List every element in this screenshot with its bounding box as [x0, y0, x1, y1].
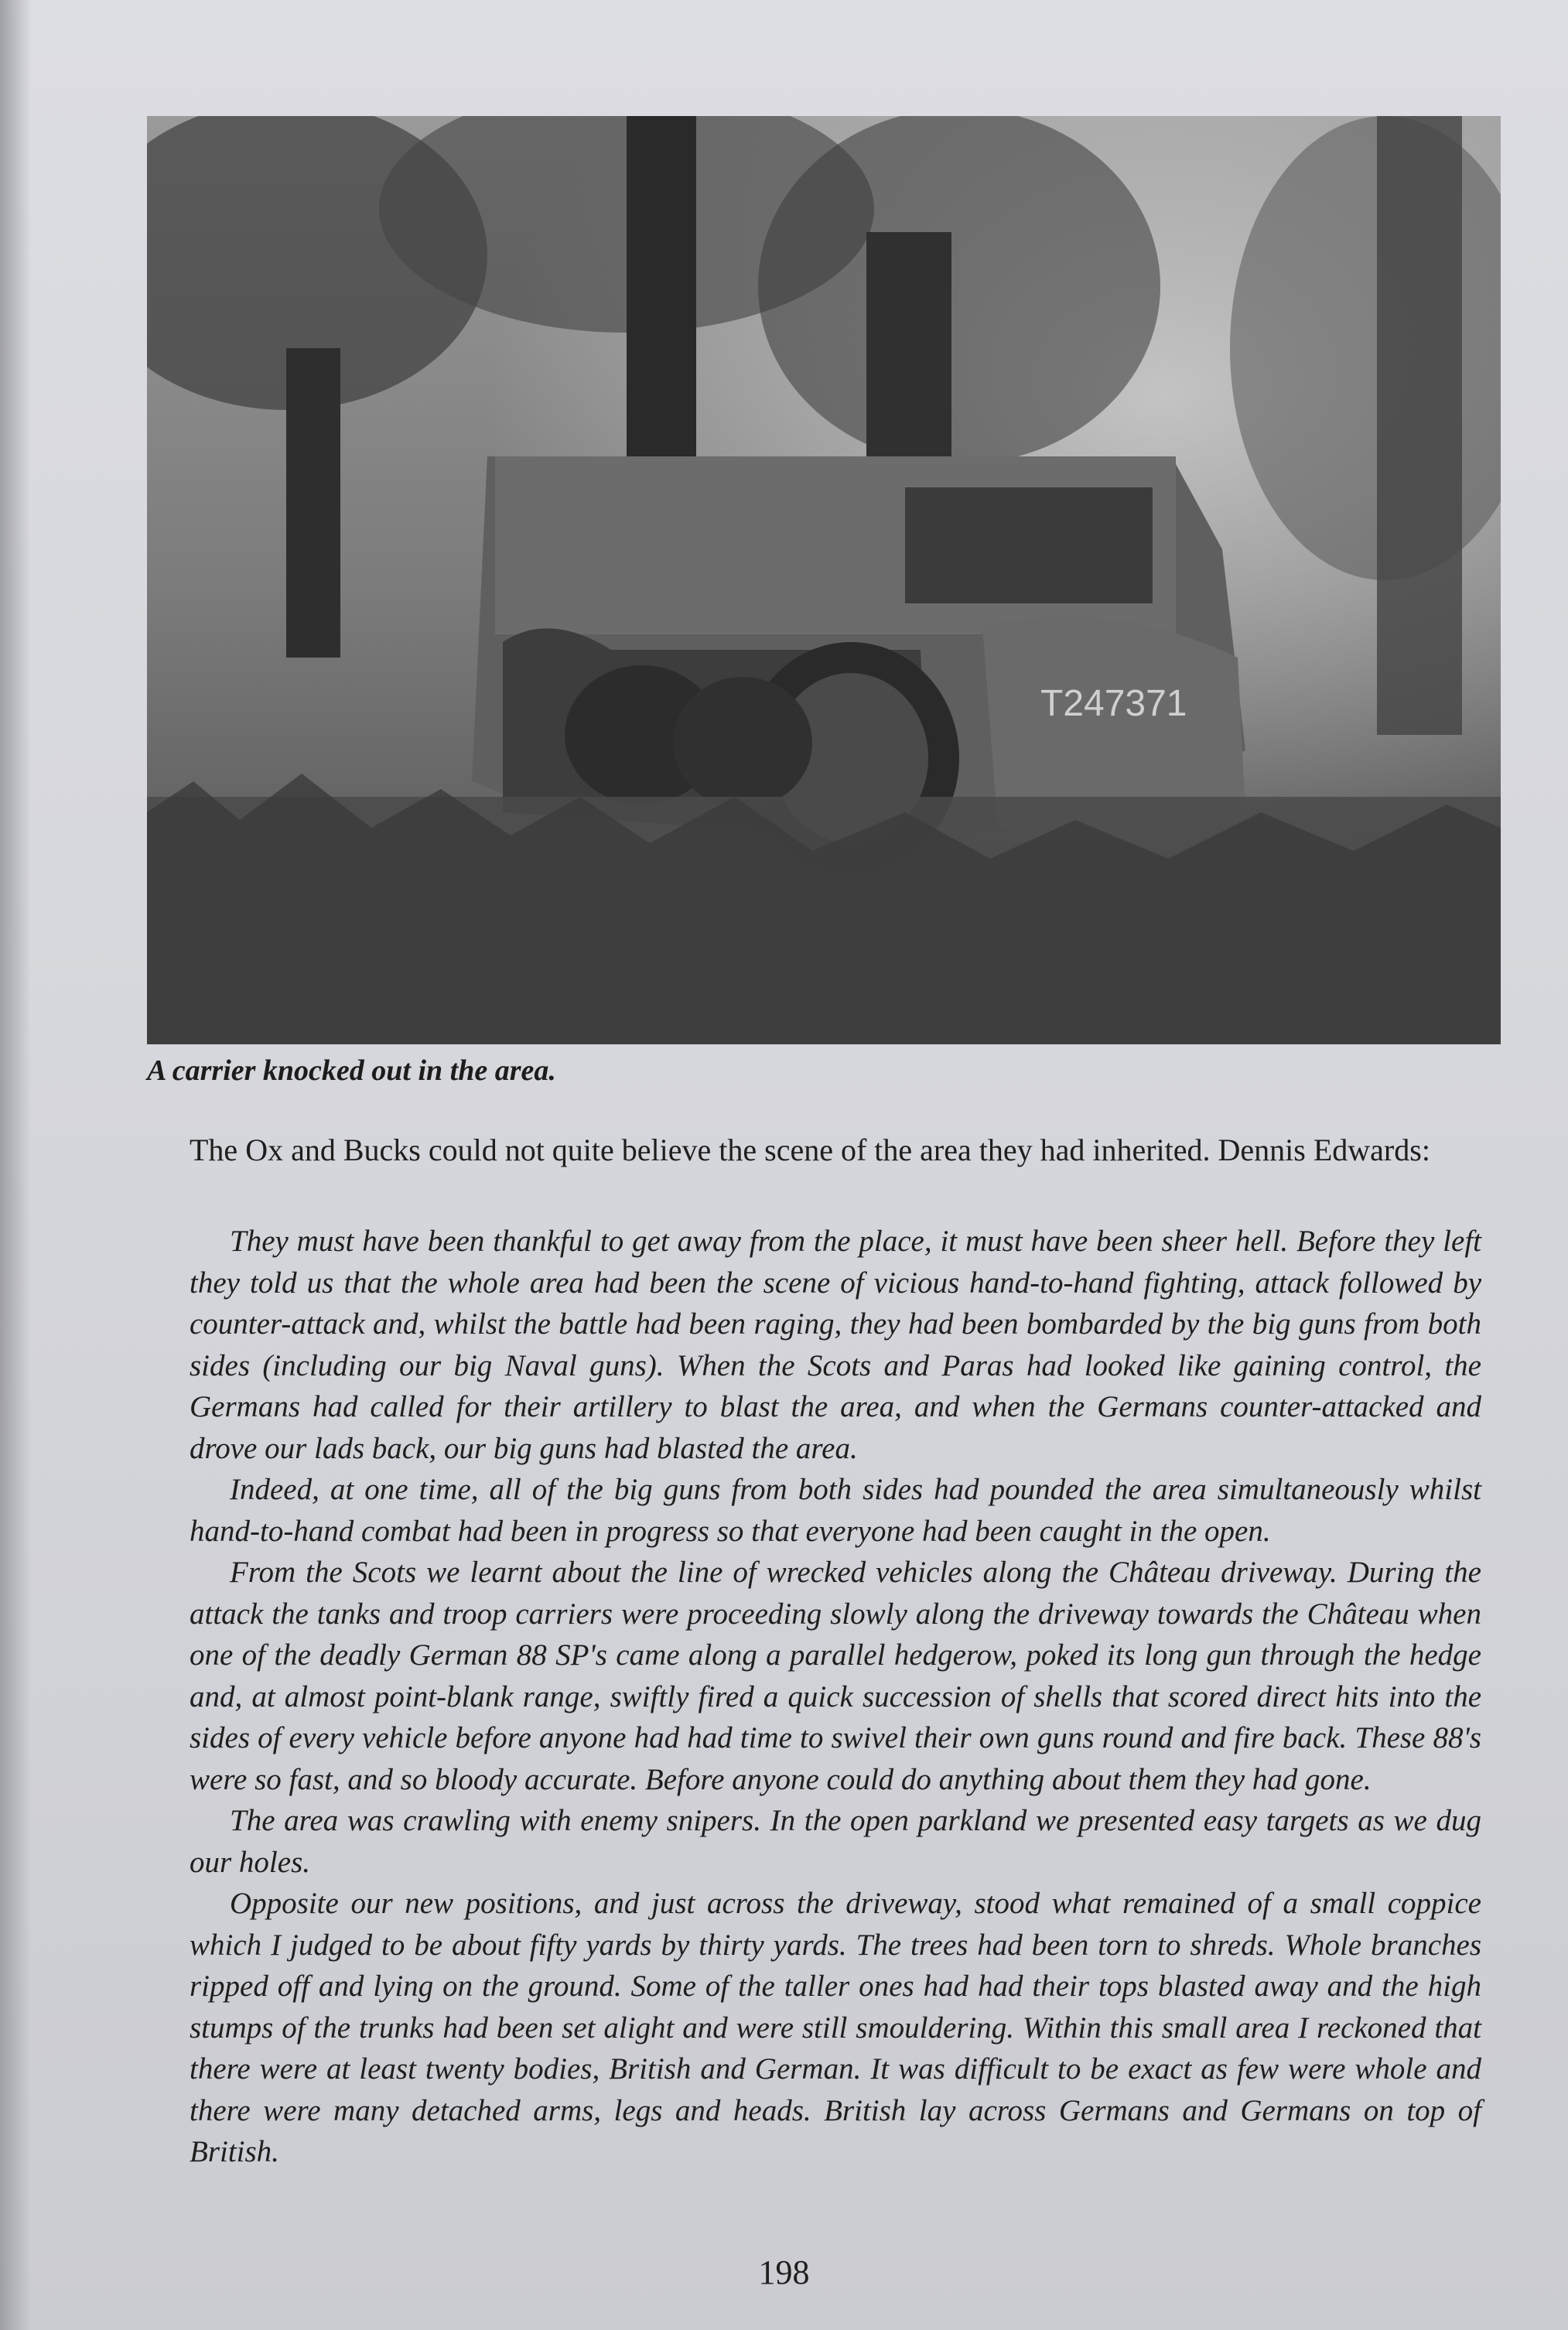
vehicle-marking: T247371: [1040, 683, 1187, 724]
page-shadow: [0, 0, 31, 2330]
quote-paragraph: Opposite our new positions, and just across the driveway, stood what remained of a small coppice which I judged to be about fifty yards by thirty yards. The trees had been torn to shreds. Whole branches ripped off and lying on the ground. Some of the taller ones had had their tops blasted away and the high stumps of the trunks had been set alight and were still smouldering. Within this small area I reckoned that there were at least twenty bodies, British and German. It was difficult to be exact as few were whole and there were many detached arms, legs and heads. British lay across Germans and Germans on top of British.: [190, 1887, 1481, 2168]
page-number: 198: [758, 2253, 810, 2291]
quote-paragraph: From the Scots we learnt about the line of wrecked vehicles along the Château driveway. During the attack the tanks and troop carriers were proceeding slowly along the driveway towards the Château when one of the deadly German 88 SP's came along a parallel hedgerow, poked its long gun through the hedge and, at almost point-blank range, swiftly fired a quick succession of shells that scored direct hits into the sides of every vehicle before anyone had had time to swivel their own guns round and fire back. These 88's were so fast, and so bloody accurate. Before anyone could do anything about them they had gone.: [190, 1556, 1481, 1796]
photo-image: [147, 116, 1501, 1044]
quote-paragraph: Indeed, at one time, all of the big guns from both sides had pounded the area simultaneously whilst hand-to-hand combat had been in progress so that everyone had been caught in the open.: [190, 1473, 1481, 1548]
tree-trunk: [286, 348, 340, 658]
tree-trunk: [627, 116, 696, 503]
intro-paragraph: The Ox and Bucks could not quite believe the scene of the area they had inherited. Dennis Edwards:: [190, 1133, 1430, 1167]
quote-paragraph: They must have been thankful to get away from the place, it must have been sheer hell. Before they left they told us that the whole area had been the scene of vicious hand-to-hand fighting, attack followed by counter-attack and, whilst the battle had been raging, they had been bombarded by the big guns from both sides (including our big Naval guns). When the Scots and Paras had looked like gaining control, the Germans had called for their artillery to blast the area, and when the Germans counter-attacked and drove our lads back, our big guns had blasted the area.: [190, 1225, 1481, 1465]
quote-paragraph: The area was crawling with enemy snipers. In the open parkland we presented easy targets as we dug our holes.: [190, 1804, 1481, 1879]
tree-trunk: [1377, 116, 1462, 735]
photo-caption: A carrier knocked out in the area.: [147, 1054, 556, 1087]
carrier-photo: [147, 116, 1501, 1044]
quoted-passage: [190, 1221, 1481, 2173]
